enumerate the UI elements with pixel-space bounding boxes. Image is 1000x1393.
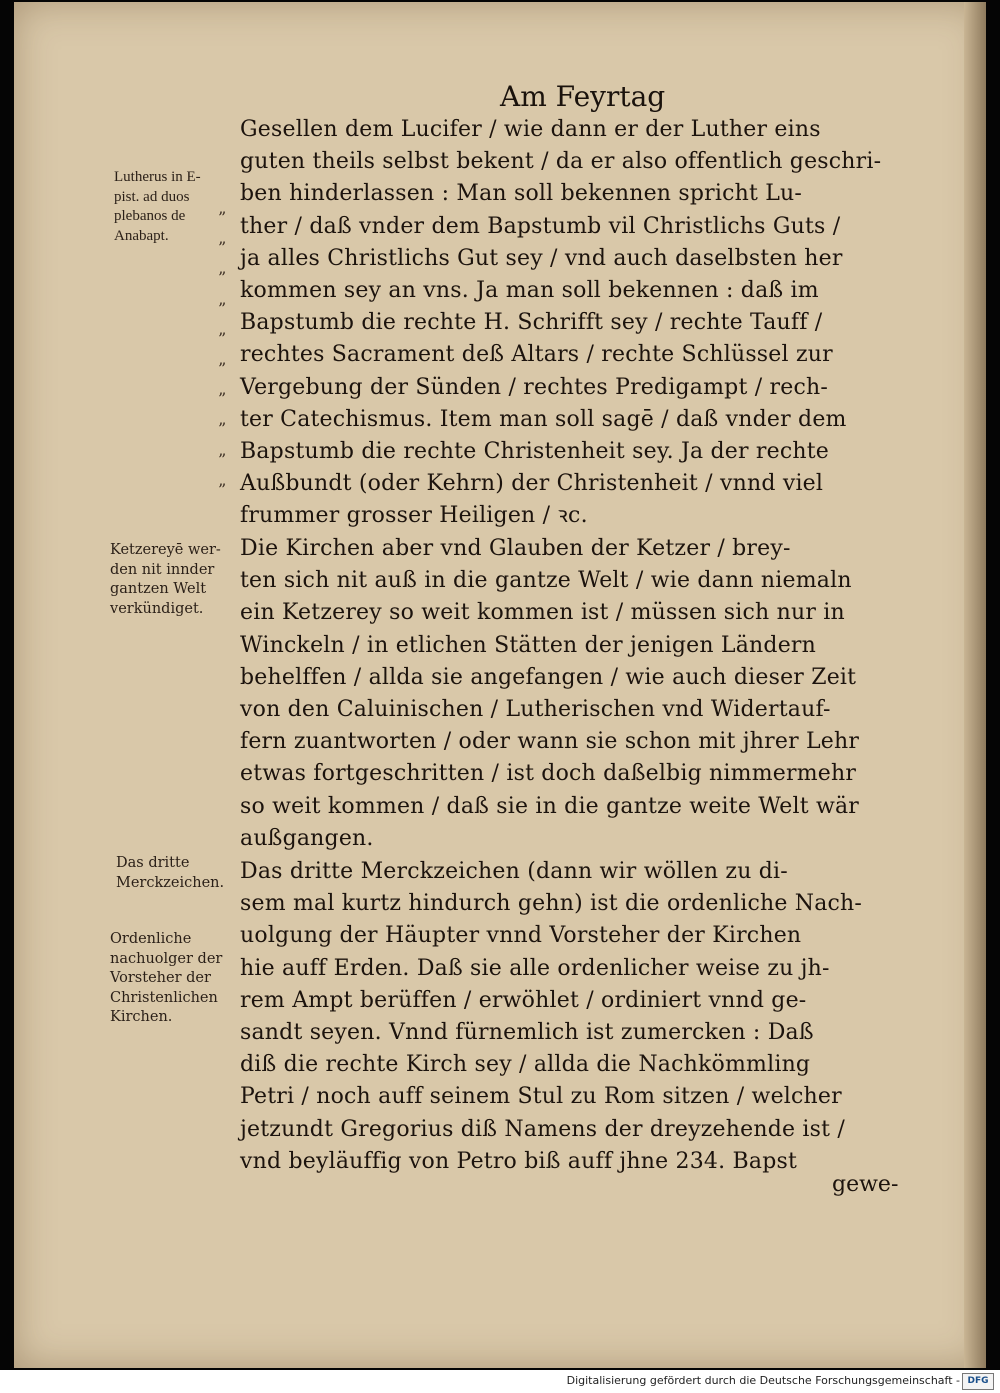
text-line: Gesellen dem Lucifer / wie dann er der Luther eins	[240, 117, 821, 142]
text-line: ja alles Christlichs Gut sey / vnd auch daselbsten her	[240, 245, 843, 271]
marginal-line: Anabapt.	[114, 227, 169, 244]
quote-mark: ”	[218, 238, 227, 258]
quote-mark: ”	[218, 389, 227, 409]
marginal-note-ketzerey	[110, 541, 238, 619]
text-line: Außbundt (oder Kehrn) der Christenheit / vnnd viel	[240, 471, 824, 497]
marginal-line: gantzen Welt	[110, 581, 207, 597]
text-line: ten sich nit auß in die gantze Welt / wie dann niemaln	[240, 568, 852, 594]
page-edge	[964, 2, 986, 1368]
quote-mark: ”	[218, 298, 227, 318]
marginal-line: pist. ad duos	[114, 188, 190, 205]
footer-text: Digitalisierung gefördert durch die Deutsche Forschungsgemeinschaft -	[566, 1374, 960, 1387]
text-line: ein Ketzerey so weit kommen ist / müssen sich nur in	[240, 600, 845, 626]
marginal-line: Kirchen.	[110, 1009, 173, 1025]
dfg-logo: DFG	[962, 1373, 994, 1390]
text-line: außgangen.	[240, 825, 374, 851]
marginal-line: Das dritte	[116, 855, 190, 871]
text-line: jetzundt Gregorius diß Namens der dreyzehende ist /	[240, 1116, 845, 1142]
text-line: Die Kirchen aber vnd Glauben der Ketzer / brey-	[240, 536, 791, 561]
text-line: Vergebung der Sünden / rechtes Predigampt / rech-	[240, 374, 828, 400]
marginal-note-dritte	[116, 854, 244, 893]
quote-mark: ”	[218, 268, 227, 288]
text-line: ther / daß vnder dem Bapstumb vil Christlichs Guts /	[240, 213, 841, 239]
marginal-line: Merckzeichen.	[116, 874, 225, 891]
quotation-marks-column	[218, 203, 242, 505]
text-line: Winckeln / in etlichen Stätten der jenigen Ländern	[240, 632, 817, 658]
text-line: frummer grosser Heiligen / ꝛc.	[240, 503, 588, 529]
quote-mark: ”	[218, 449, 227, 469]
quote-mark: ”	[218, 419, 227, 439]
text-line: von den Caluinischen / Lutherischen vnd Widertauf-	[240, 696, 831, 722]
text-line: Das dritte Merckzeichen (dann wir wöllen zu di-	[240, 859, 788, 884]
quote-mark: ”	[218, 479, 227, 499]
paragraph-1	[240, 114, 930, 532]
marginal-line: Vorsteher der	[110, 970, 211, 986]
running-head: Am Feyrtag	[500, 80, 666, 113]
marginal-line: verkündiget.	[110, 600, 204, 617]
text-line: Petri / noch auff seinem Stul zu Rom sitzen / welcher	[240, 1084, 842, 1110]
text-line: ben hinderlassen : Man soll bekennen spricht Lu-	[240, 181, 803, 207]
catchword: gewe-	[832, 1172, 899, 1197]
marginal-note-ordenliche	[110, 930, 238, 1028]
quote-mark: ”	[218, 208, 227, 227]
text-line: rem Ampt berüffen / erwöhlet / ordiniert vnnd ge-	[240, 987, 807, 1013]
marginal-line: plebanos de	[114, 208, 186, 224]
text-line: sandt seyen. Vnnd fürnemlich ist zumercken : Daß	[240, 1019, 814, 1045]
text-line: ter Catechismus. Item man soll sagē / daß vnder dem	[240, 406, 847, 432]
text-line: etwas fortgeschritten / ist doch daßelbig nimmermehr	[240, 761, 857, 787]
text-line: uolgung der Häupter vnnd Vorsteher der Kirchen	[240, 923, 802, 949]
text-line: behelffen / allda sie angefangen / wie auch dieser Zeit	[240, 664, 857, 690]
text-line: hie auff Erden. Daß sie alle ordenlicher weise zu jh-	[240, 955, 830, 981]
marginal-line: nachuolger der	[110, 950, 223, 967]
text-line: rechtes Sacrament deß Altars / rechte Schlüssel zur	[240, 342, 833, 368]
quote-mark: ”	[218, 358, 227, 378]
text-line: fern zuantworten / oder wann sie schon mit jhrer Lehr	[240, 729, 860, 755]
marginal-line: Ordenliche	[110, 931, 192, 947]
marginal-line: Ketzereyē wer-	[110, 542, 221, 558]
paragraph-2	[240, 533, 930, 855]
text-line: Bapstumb die rechte H. Schrifft sey / rechte Tauff /	[240, 310, 823, 336]
marginal-line: Christenlichen	[110, 989, 218, 1006]
text-line: guten theils selbst bekent / da er also offentlich geschri-	[240, 149, 882, 175]
quote-mark: ”	[218, 328, 227, 348]
text-line: diß die rechte Kirch sey / allda die Nachkömmling	[240, 1052, 811, 1078]
marginal-line: Lutherus in E-	[114, 169, 201, 185]
text-line: sem mal kurtz hindurch gehn) ist die ordenliche Nach-	[240, 891, 863, 917]
footer-bar	[0, 1370, 1000, 1393]
text-line: Bapstumb die rechte Christenheit sey. Ja der rechte	[240, 438, 829, 464]
paragraph-3	[240, 856, 930, 1178]
text-line: vnd beyläuffig von Petro biß auff jhne 234. Bapst	[240, 1148, 798, 1174]
marginal-line: den nit innder	[110, 561, 215, 578]
text-line: so weit kommen / daß sie in die gantze weite Welt wär	[240, 793, 860, 819]
text-line: kommen sey an vns. Ja man soll bekennen : daß im	[240, 277, 819, 303]
